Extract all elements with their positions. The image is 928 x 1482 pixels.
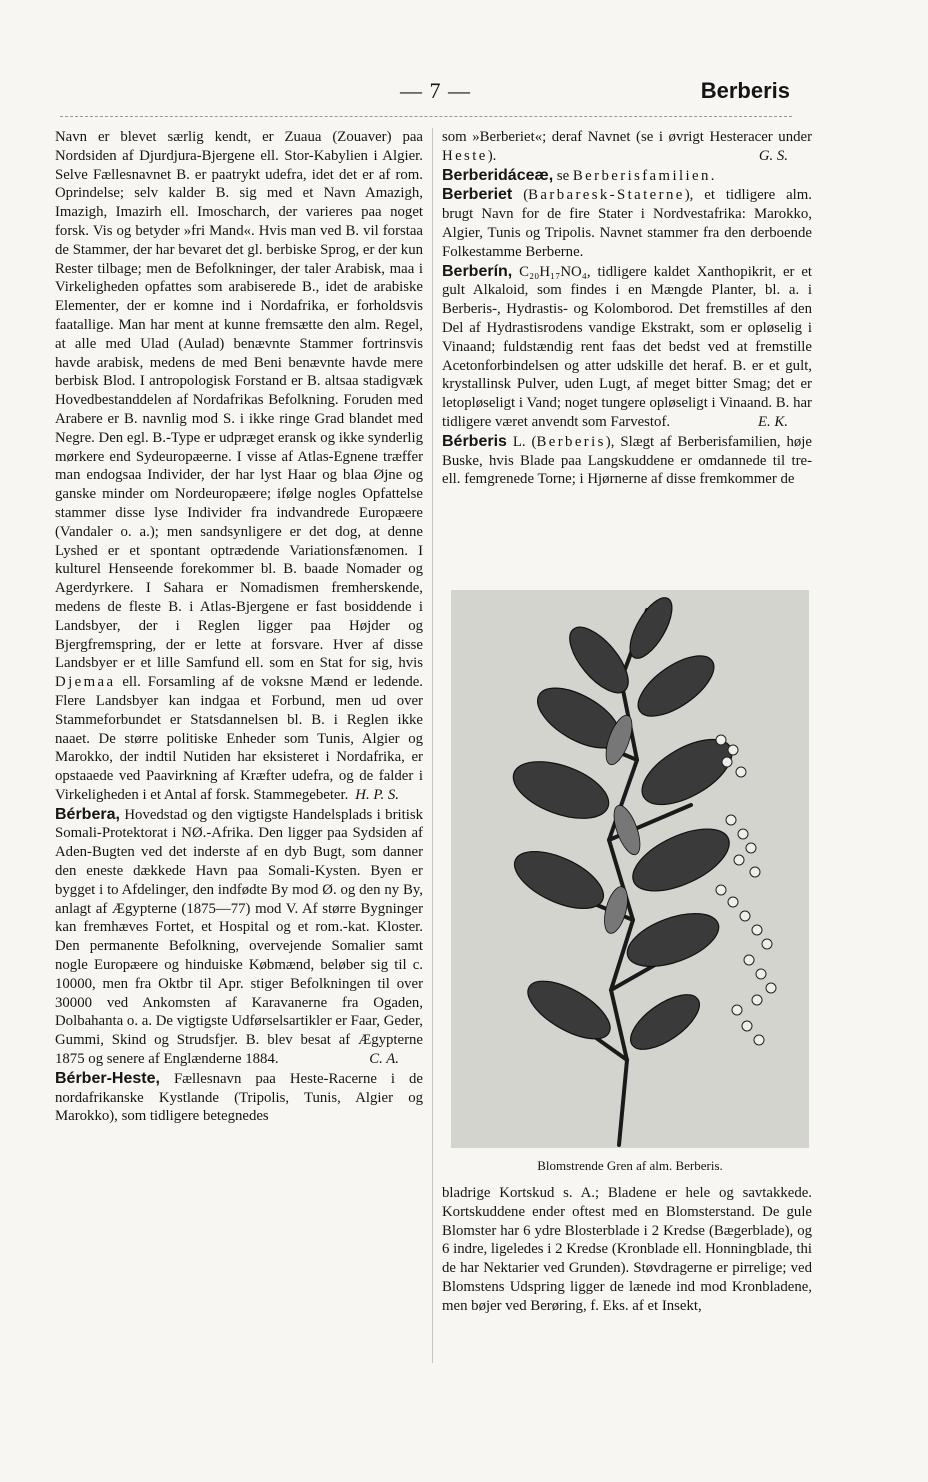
spaced-term: Berberis (536, 433, 606, 450)
author-signature: C. A. (369, 1051, 399, 1068)
headword: Bérber-Heste, (55, 1069, 160, 1087)
right-column-top (442, 128, 812, 489)
entry-berberiet (442, 186, 812, 261)
headword: Bérbera, (55, 805, 120, 823)
spaced-term: Heste (442, 147, 488, 164)
berber-entry-continuation (55, 128, 423, 805)
page-number: — 7 — (400, 78, 471, 103)
entry-text: ( (523, 187, 529, 204)
entry-text: Hovedstad og den vigtigste Handelsplads i britisk Somali-Protektorat i NØ.-Afrika. Den ligger paa Sydsiden af Aden-Bugten ved det inderste af en dyb Bugt, som danner den eneste dækkede Havn paa Somali-Kysten. Byen er bygget i to Afdelinger, den indfødte By mod Ø. og den ny By, anlagt af Ægypterne (1875—77) mod V. Af større Bygninger kan fremhæves Fortet, et Hospital og et rom.-kat. Kloster. Den permanente Befolkning, overvejende Somalier samt nogle Europæere og hinduiske Købmænd, beløber sig til c. 10000, men fra Oktbr til Apr. stiger Befolkningen til over 30000 ved Ankomsten af Karavanerne fra Ogaden, Dolbahanta o. a. De vigtigste Udførselsartikler er Faar, Geder, Gummi, Skind og Strudsfjer. B. blev besat af Ægypterne 1875 og senere af Englænderne 1884. (55, 806, 423, 1068)
entry-text: ). (487, 147, 497, 164)
entry-berbera (55, 806, 423, 1069)
berber-heste-continuation (442, 128, 812, 166)
headword: Berberiet (442, 186, 513, 204)
flowering-branch-image (451, 590, 809, 1148)
spaced-term: Barbaresk-Staterne (528, 187, 685, 204)
page-header (60, 78, 790, 106)
figure-caption: Blomstrende Gren af alm. Berberis. (537, 1158, 723, 1173)
headword: Berberín, (442, 262, 513, 280)
entry-text: Navn er blevet særlig kendt, er Zuaua (Zouaver) paa Nordsiden af Djurdjura-Bjergene ell. Stor-Kabylien i Algier. Selve Fællesnavnet B. er paatrykt udefra, idet det er af rom. Oprindelse; selv kalder B. sig med et Navn Amazigh, Imazigh, Imazirh ell. Imoscharch, der varieres paa noget forsk. Vis og betyder »fri Mand«. Hvis man ved B. vil forstaa de Stammer, der har bevaret det gl. berbiske Sprog, er der kun Rester tilbage; men de Befolkninger, der taler Arabisk, maa i Virkeligheden opfattes som arabiserede B., idet de arabiske Elementer, der er komne ind i Nordafrika, er forholdsvis faatallige. Man har ment at kunne fremsætte den alm. Regel, at alle med Ulad (Aulad) benævnte Stammer fortrinsvis havde arabisk, medens de med Beni benævnte havde mere berbisk Blod. I antropologisk Forstand er B. altsaa stadigvæk Hovedbestanddelen af Nordafrikas Befolkning. Foruden med Arabere er B. navnlig mod S. i ikke ringe Grad blandet med Negre. Den egl. B.-Type er udpræget eransk og ikke synderlig mørkere end Sydeuropæerne. I visse af Atlas-Egnene træffer man endogsaa Individer, der har lyst Haar og blaa Øjne og ganske minder om Nordeuropæere; ifølge nogles Opfattelse stammer disse lyse Individer fra indvandrede Europæere (Vandaler o. a.); men sandsynligere er det dog, at denne Lyshed er et spontant optrædende Variationsfænomen. I kulturel Henseende forekommer bl. B. baade Nomader og Agerdyrkere. I Sahara er Nomadismen fremherskende, medens de fleste B. i Atlas-Bjergene er fast bosiddende i Landsbyer, der i Reglen ligger paa Højder og Bjergfremspring, der er lette at forsvare. Hver af disse Landsbyer er et lille Samfund ell. som en Stat for sig, hvis (55, 129, 423, 672)
entry-text: ell. Forsamling af de voksne Mænd er ledende. Flere Landsbyer kan indgaa et Forbund, men ud over Stammeforbundet er Statsdannelsen bl. B. i Reglen ikke naaet. De større politiske Enheder som Tunis, Algier og Marokko, der indtil Nutiden har eksisteret i Nordafrika, er opstaaede ved Paavirkning af Kræfter udefra, og de falder i Virkeligheden i et Antal af forsk. Stammegebeter. (55, 674, 424, 803)
cross-reference: Berberisfamilien. (572, 167, 717, 184)
entry-text: ), Slægt af Berberisfamilien, høje Buske, hvis Blade paa Langskuddene er omdannede til tre- ell. femgrenede Torne; i Hjørnerne af disse fremkommer de (442, 433, 812, 488)
berberis-illustration (451, 590, 809, 1148)
entry-text: L. ( (512, 433, 537, 450)
entry-text: se (556, 167, 570, 184)
author-signature: G. S. (758, 147, 788, 164)
entry-berberis (442, 433, 812, 489)
author-signature: E. K. (757, 413, 788, 430)
entry-text: Fællesnavn paa Heste-Racerne i de nordafrikanske Kystlande (Tripolis, Tunis, Algier og Marokko), som tidligere betegnedes (55, 1070, 424, 1125)
chemical-formula: C₂₀H₁₇NO₄, (519, 263, 591, 280)
entry-berberidaceae (442, 167, 812, 186)
entry-berber-heste (55, 1070, 423, 1126)
headword: Bérberis (442, 432, 507, 450)
entry-text: som »Berberiet«; deraf Navnet (se i øvrigt Hesteracer under (442, 129, 812, 145)
author-signature: H. P. S. (355, 786, 399, 803)
headword: Berberidáceæ, (442, 166, 554, 184)
entry-text: tidligere kaldet Xanthopikrit, er et gult Alkaloid, som findes i en Mængde Planter, bl. a. i Berberis-, Hydrastis- og Kolomborod. Det fremstilles af den Del af Hydrastisrodens vandige Ekstrakt, som er opløselig i Vinaand; fuldstændig rent faas det bedst ved at fremstille Acetonforbindelsen og atter udskille det heraf. B. er et gult, krystallinsk Pulver, uden Lugt, af meget bitter Smag; det er letopløseligt i Vand; noget tungere opløseligt i Vinaand. B. har tidligere været anvendt som Farvestof. (442, 263, 813, 430)
running-head: Berberis (700, 78, 790, 103)
right-column-bottom (442, 1184, 812, 1316)
header-rule (60, 116, 792, 117)
left-column (55, 128, 423, 1126)
spaced-term: Djemaa (55, 674, 116, 691)
entry-text: ), et tidligere alm. brugt Navn for de fire Stater i Nordvestafrika: Marokko, Algier, Tunis og Tripolis. Navnet stammer fra den derboende Folkestamme Berberne. (442, 187, 812, 260)
entry-berberin (442, 263, 812, 432)
column-divider (432, 128, 433, 1363)
berberis-continuation: bladrige Kortskud s. A.; Bladene er hele og savtakkede. Kortskuddene ender oftest med en Blomsterstand. De gule Blomster har 6 ydre Blosterblade i 2 Kredse (Bægerblade), og 6 indre, ligeledes i 2 Kredse (Kronblade ell. Honningblade, thi de har Nektarier ved Grunden). Støvdragerne er pirrelige; ved Blomstens Udspring ligger de lænede ind mod Kronbladene, men bøjer ved Berøring, f. Eks. af et Insekt, (442, 1185, 812, 1314)
